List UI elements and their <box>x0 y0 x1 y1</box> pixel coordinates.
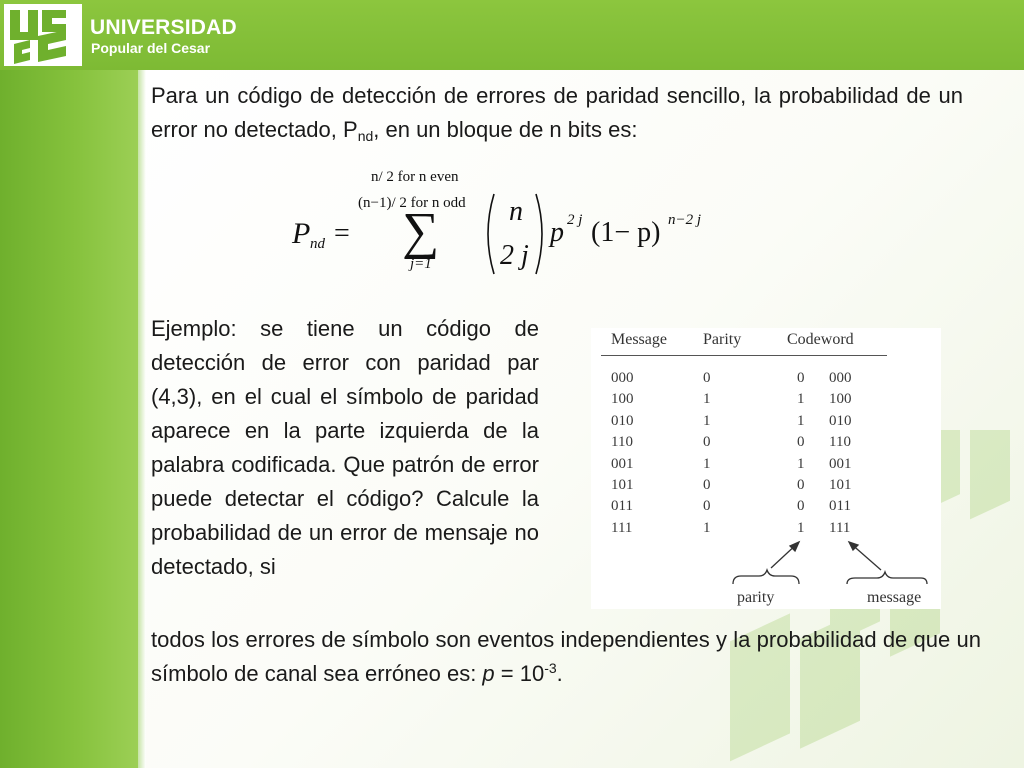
cell-codeword-parity: 0 <box>797 434 805 451</box>
cell-parity: 1 <box>703 519 711 536</box>
formula-factor-exponent: n−2 j <box>668 212 702 228</box>
cell-codeword-parity: 1 <box>797 455 805 472</box>
cell-message: 111 <box>611 519 633 536</box>
cell-codeword-parity: 0 <box>797 498 805 515</box>
cell-codeword-message: 010 <box>829 412 852 429</box>
cell-codeword-message: 011 <box>829 498 851 515</box>
cell-parity: 0 <box>703 434 711 451</box>
conclusion-exponent: -3 <box>544 660 557 676</box>
cell-codeword-message: 101 <box>829 477 852 493</box>
binomial-bottom: 2 j <box>500 240 529 271</box>
left-strip-fade <box>138 70 146 768</box>
formula-factor: (1− p) <box>591 217 661 248</box>
table-header-parity: Parity <box>703 331 742 348</box>
cell-codeword-message: 001 <box>829 455 852 472</box>
intro-paragraph <box>151 79 963 147</box>
formula-lhs-subscript: nd <box>310 236 325 252</box>
annotation-arrows-icon <box>591 328 941 609</box>
cell-codeword-message: 111 <box>829 519 851 536</box>
formula-upper-limit-odd: (n−1)/ 2 for n odd <box>358 195 466 211</box>
example-paragraph: Ejemplo: se tiene un código de detección de error con paridad par (4,3), en el cual el símbolo de paridad aparece en la parte izquierda de la palabra codificada. Que patrón de error puede detectar el código? Calcule la probabilidad de un error de mensaje no detectado, si <box>151 316 539 579</box>
intro-text-end: , en un bloque de n bits es: <box>373 117 638 142</box>
cell-message: 110 <box>611 434 633 451</box>
conclusion-text: todos los errores de símbolo son eventos independientes y la probabilidad de que un símbolo de canal sea erróneo es: <box>151 627 981 686</box>
formula-p-exponent: 2 j <box>567 212 583 228</box>
cell-message: 010 <box>611 412 634 429</box>
cell-message: 011 <box>611 498 633 515</box>
cell-codeword-parity: 0 <box>797 477 805 493</box>
cell-parity: 1 <box>703 412 711 429</box>
cell-parity: 1 <box>703 455 711 472</box>
cell-message: 000 <box>611 370 634 386</box>
conclusion-period: . <box>556 661 563 686</box>
conclusion-variable: p <box>482 661 495 686</box>
formula-upper-limit-even: n/ 2 for n even <box>371 169 459 185</box>
cell-parity: 1 <box>703 391 711 408</box>
intro-subscript: nd <box>357 128 374 144</box>
university-logo-icon <box>4 4 82 66</box>
formula-p: p <box>550 217 564 248</box>
cell-codeword-parity: 1 <box>797 519 805 536</box>
parity-code-table <box>591 328 941 609</box>
cell-codeword-parity: 1 <box>797 391 805 408</box>
formula-lhs: P <box>292 217 311 250</box>
cell-message: 001 <box>611 455 634 472</box>
binomial-top: n <box>509 196 523 227</box>
brand-subtitle: Popular del Cesar <box>91 40 211 56</box>
summation-symbol: ∑ <box>402 203 440 260</box>
table-header-message: Message <box>611 331 667 348</box>
cell-message: 101 <box>611 477 634 493</box>
conclusion-value: = 10 <box>494 661 545 686</box>
formula-equals: = <box>334 218 350 249</box>
intro-text: Para un código de detección de errores de paridad sencillo, la probabilidad de un error no detectado, P <box>151 83 963 142</box>
cell-codeword-parity: 1 <box>797 412 805 429</box>
annotation-message-label: message <box>867 589 922 606</box>
cell-codeword-parity: 0 <box>797 370 805 386</box>
cell-codeword-message: 110 <box>829 434 851 451</box>
cell-parity: 0 <box>703 370 711 386</box>
table-header-codeword: Codeword <box>787 331 854 348</box>
annotation-parity-label: parity <box>737 589 775 606</box>
cell-message: 100 <box>611 391 634 408</box>
cell-codeword-message: 100 <box>829 391 852 408</box>
conclusion-paragraph <box>151 623 981 691</box>
cell-parity: 0 <box>703 498 711 515</box>
cell-codeword-message: 000 <box>829 370 852 386</box>
probability-formula <box>280 160 720 290</box>
left-green-strip <box>0 70 138 768</box>
formula-lower-limit: j=1 <box>410 256 432 272</box>
cell-parity: 0 <box>703 477 711 493</box>
brand-name: UNIVERSIDAD <box>90 16 237 39</box>
